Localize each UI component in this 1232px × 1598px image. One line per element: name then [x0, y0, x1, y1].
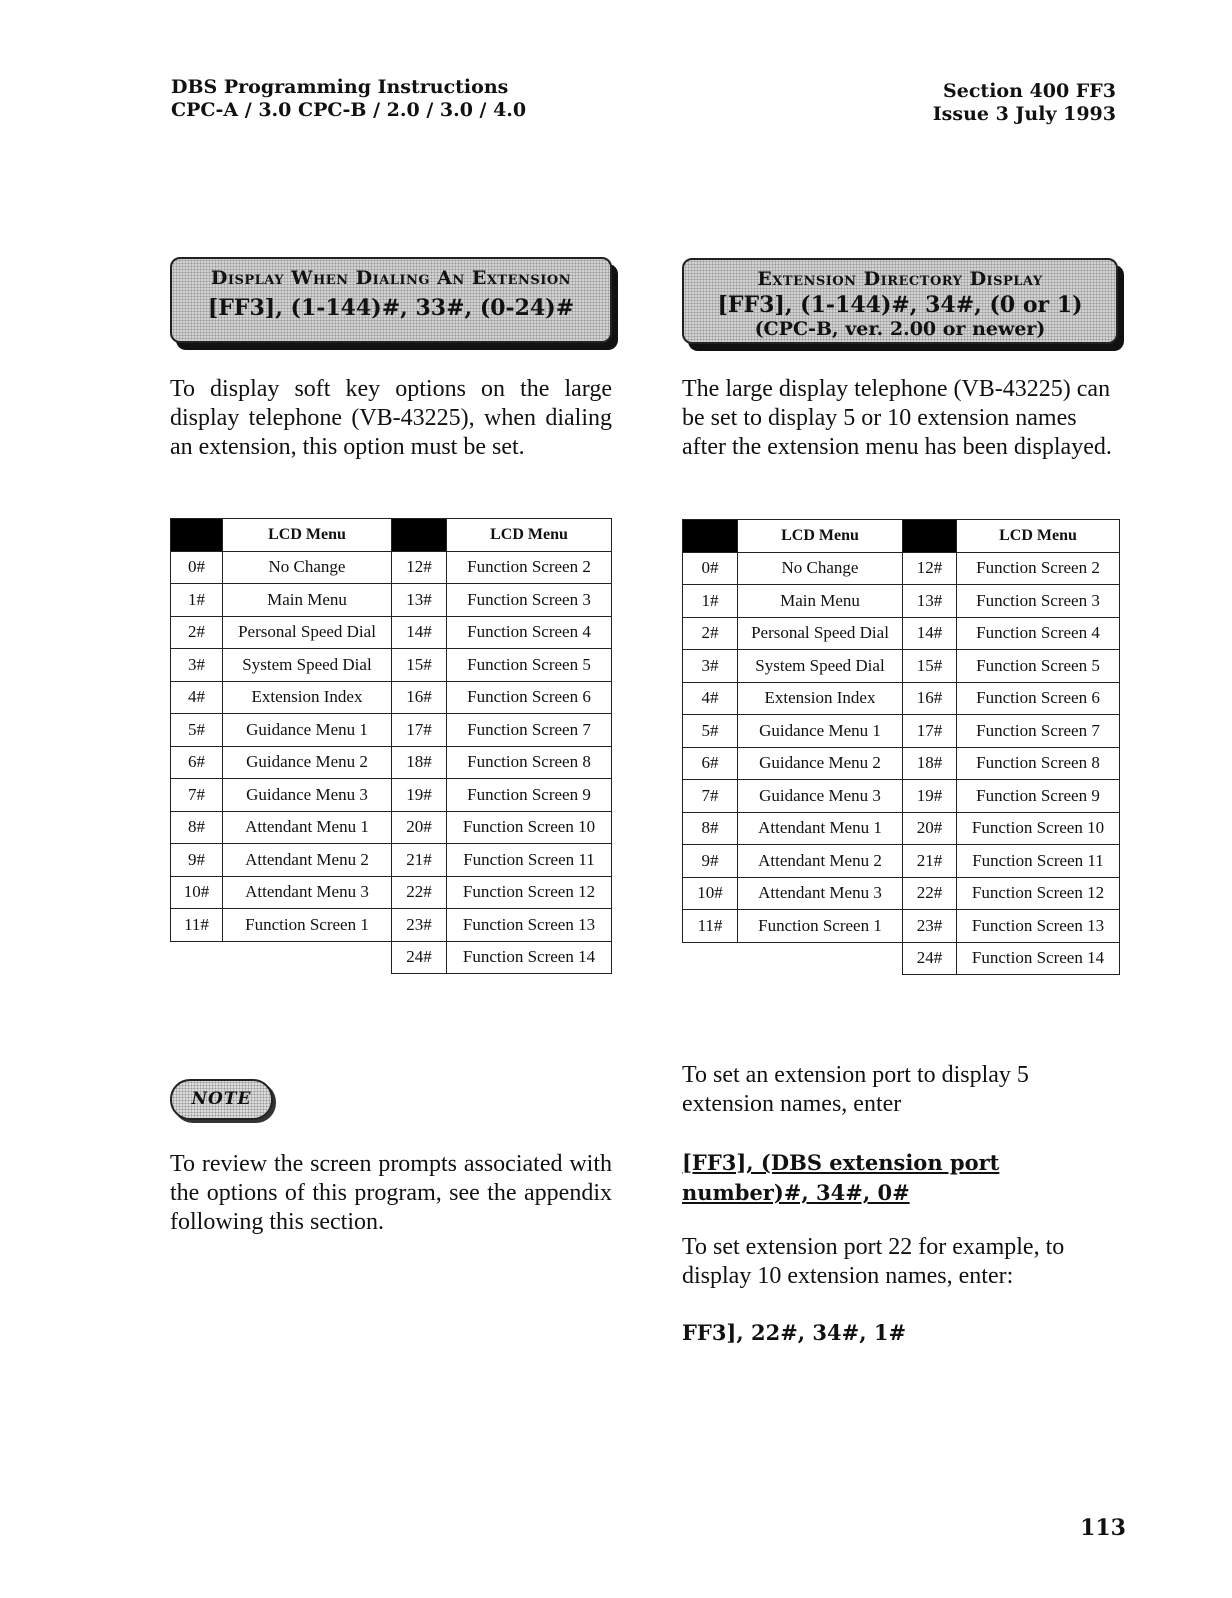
option-label: Function Screen 1 — [223, 909, 392, 942]
issue-date: Issue 3 July 1993 — [932, 103, 1116, 125]
option-label: Personal Speed Dial — [223, 616, 392, 649]
option-label: Function Screen 7 — [957, 715, 1120, 748]
table-row — [171, 941, 612, 974]
option-code: 3# — [683, 650, 738, 683]
option-code: 1# — [171, 584, 223, 617]
option-label: Function Screen 3 — [447, 584, 612, 617]
option-code: 10# — [171, 876, 223, 909]
option-label: Function Screen 14 — [447, 941, 612, 974]
table-row — [171, 876, 612, 909]
option-label: Function Screen 5 — [447, 649, 612, 682]
column-header: LCD Menu — [447, 519, 612, 552]
table-row — [683, 682, 1120, 715]
header-right — [933, 80, 1116, 126]
section-label: Section 400 FF3 — [943, 80, 1116, 102]
option-code: 2# — [171, 616, 223, 649]
table-row — [171, 746, 612, 779]
option-code: 0# — [683, 552, 738, 585]
option-code: 19# — [392, 779, 447, 812]
option-code: 3# — [171, 649, 223, 682]
empty-cell — [683, 942, 738, 975]
header-blank-cell — [171, 519, 223, 552]
option-label: Function Screen 12 — [957, 877, 1120, 910]
option-code: 21# — [392, 844, 447, 877]
option-label: Function Screen 10 — [957, 812, 1120, 845]
option-label: Main Menu — [738, 585, 903, 618]
banner-command: [FF3], (1-144)#, 33#, (0-24)# — [207, 295, 575, 321]
table-row — [171, 714, 612, 747]
banner-title: Extension Directory Display — [757, 268, 1043, 290]
banner-version-note: (CPC-B, ver. 2.00 or newer) — [754, 318, 1046, 340]
option-label: Guidance Menu 1 — [223, 714, 392, 747]
option-label: System Speed Dial — [738, 650, 903, 683]
lcd-menu-table-right — [682, 519, 1120, 975]
option-code: 5# — [171, 714, 223, 747]
option-label: Guidance Menu 1 — [738, 715, 903, 748]
option-code: 0# — [171, 551, 223, 584]
option-label: Function Screen 2 — [447, 551, 612, 584]
option-code: 12# — [392, 551, 447, 584]
left-intro-text: To display soft key options on the large display telephone (VB-43225), when dialing an extension, this option must be set. — [170, 376, 612, 460]
option-label: Function Screen 5 — [957, 650, 1120, 683]
option-label: Attendant Menu 1 — [223, 811, 392, 844]
option-label: Attendant Menu 1 — [738, 812, 903, 845]
option-code: 7# — [171, 779, 223, 812]
option-label: Guidance Menu 3 — [223, 779, 392, 812]
table-row — [171, 844, 612, 877]
header-left — [171, 76, 526, 122]
option-code: 13# — [903, 585, 957, 618]
table-row — [171, 811, 612, 844]
header-blank-cell — [392, 519, 447, 552]
table-row — [683, 942, 1120, 975]
option-label: Function Screen 9 — [957, 780, 1120, 813]
table-header-row — [683, 520, 1120, 553]
note-badge: NOTE — [170, 1079, 273, 1120]
option-code: 13# — [392, 584, 447, 617]
option-code: 6# — [171, 746, 223, 779]
option-code: 17# — [392, 714, 447, 747]
empty-cell — [738, 942, 903, 975]
option-label: Function Screen 9 — [447, 779, 612, 812]
header-blank-cell — [683, 520, 738, 553]
option-code: 21# — [903, 845, 957, 878]
option-code: 20# — [903, 812, 957, 845]
command-five-names: [FF3], (DBS extension port number)#, 34#, 0# — [682, 1150, 1000, 1205]
option-code: 9# — [683, 845, 738, 878]
option-label: Function Screen 13 — [957, 910, 1120, 943]
option-label: Extension Index — [223, 681, 392, 714]
option-code: 22# — [903, 877, 957, 910]
table-row — [683, 812, 1120, 845]
column-header: LCD Menu — [957, 520, 1120, 553]
table-row — [683, 715, 1120, 748]
instruction-five-names: To set an extension port to display 5 extension names, enter — [682, 1062, 1029, 1117]
option-code: 4# — [171, 681, 223, 714]
column-header: LCD Menu — [738, 520, 903, 553]
table-row — [171, 616, 612, 649]
option-code: 18# — [392, 746, 447, 779]
option-code: 18# — [903, 747, 957, 780]
option-code: 9# — [171, 844, 223, 877]
table-row — [683, 780, 1120, 813]
option-label: Function Screen 7 — [447, 714, 612, 747]
table-header-row — [171, 519, 612, 552]
option-label: Function Screen 6 — [957, 682, 1120, 715]
banner-command: [FF3], (1-144)#, 34#, (0 or 1) — [717, 292, 1083, 318]
option-code: 19# — [903, 780, 957, 813]
table-row — [683, 585, 1120, 618]
option-label: No Change — [738, 552, 903, 585]
command-ten-names: FF3], 22#, 34#, 1# — [682, 1320, 907, 1345]
option-code: 6# — [683, 747, 738, 780]
option-code: 8# — [171, 811, 223, 844]
option-label: Function Screen 4 — [957, 617, 1120, 650]
option-code: 8# — [683, 812, 738, 845]
option-code: 17# — [903, 715, 957, 748]
column-header: LCD Menu — [223, 519, 392, 552]
option-code: 11# — [171, 909, 223, 942]
option-label: Guidance Menu 2 — [738, 747, 903, 780]
lcd-menu-table-left — [170, 518, 612, 974]
option-code: 16# — [903, 682, 957, 715]
page-number: 113 — [1080, 1515, 1126, 1541]
option-label: Attendant Menu 2 — [738, 845, 903, 878]
header-blank-cell — [903, 520, 957, 553]
banner-extension-directory — [682, 258, 1118, 344]
option-code: 23# — [903, 910, 957, 943]
option-label: System Speed Dial — [223, 649, 392, 682]
option-code: 24# — [392, 941, 447, 974]
option-label: Function Screen 2 — [957, 552, 1120, 585]
table-row — [171, 779, 612, 812]
option-label: Guidance Menu 2 — [223, 746, 392, 779]
table-row — [171, 649, 612, 682]
option-code: 10# — [683, 877, 738, 910]
option-code: 4# — [683, 682, 738, 715]
option-code: 7# — [683, 780, 738, 813]
empty-cell — [171, 941, 223, 974]
option-label: Attendant Menu 3 — [223, 876, 392, 909]
option-label: Function Screen 14 — [957, 942, 1120, 975]
table-row — [683, 552, 1120, 585]
table-row — [683, 910, 1120, 943]
option-label: Function Screen 10 — [447, 811, 612, 844]
table-row — [171, 584, 612, 617]
option-code: 1# — [683, 585, 738, 618]
note-text: To review the screen prompts associated with the options of this program, see the appendix following this section. — [170, 1151, 612, 1235]
option-code: 2# — [683, 617, 738, 650]
table-row — [683, 617, 1120, 650]
table-row — [171, 551, 612, 584]
table-row — [171, 909, 612, 942]
table-row — [683, 650, 1120, 683]
table-row — [683, 877, 1120, 910]
option-code: 15# — [903, 650, 957, 683]
option-label: Personal Speed Dial — [738, 617, 903, 650]
table-row — [683, 845, 1120, 878]
option-label: Function Screen 4 — [447, 616, 612, 649]
banner-title: Display When Dialing An Extension — [210, 267, 572, 289]
instruction-ten-names: To set extension port 22 for example, to display 10 extension names, enter: — [682, 1234, 1065, 1289]
option-code: 14# — [392, 616, 447, 649]
option-code: 23# — [392, 909, 447, 942]
option-label: Function Screen 11 — [957, 845, 1120, 878]
option-code: 11# — [683, 910, 738, 943]
option-label: No Change — [223, 551, 392, 584]
option-label: Function Screen 8 — [447, 746, 612, 779]
doc-versions: CPC-A / 3.0 CPC-B / 2.0 / 3.0 / 4.0 — [171, 99, 527, 121]
option-code: 22# — [392, 876, 447, 909]
banner-display-when-dialing — [170, 257, 612, 343]
option-code: 20# — [392, 811, 447, 844]
option-label: Attendant Menu 2 — [223, 844, 392, 877]
option-label: Function Screen 6 — [447, 681, 612, 714]
option-code: 14# — [903, 617, 957, 650]
option-label: Function Screen 13 — [447, 909, 612, 942]
option-label: Function Screen 3 — [957, 585, 1120, 618]
empty-cell — [223, 941, 392, 974]
option-code: 15# — [392, 649, 447, 682]
table-row — [683, 747, 1120, 780]
option-code: 16# — [392, 681, 447, 714]
doc-title: DBS Programming Instructions — [171, 76, 509, 98]
option-code: 24# — [903, 942, 957, 975]
option-label: Attendant Menu 3 — [738, 877, 903, 910]
option-label: Function Screen 1 — [738, 910, 903, 943]
right-intro-text: The large display telephone (VB-43225) can be set to display 5 or 10 extension names after the extension menu has been displayed. — [682, 376, 1112, 460]
option-code: 5# — [683, 715, 738, 748]
option-label: Guidance Menu 3 — [738, 780, 903, 813]
option-label: Function Screen 11 — [447, 844, 612, 877]
option-label: Function Screen 8 — [957, 747, 1120, 780]
option-code: 12# — [903, 552, 957, 585]
option-label: Main Menu — [223, 584, 392, 617]
table-row — [171, 681, 612, 714]
option-label: Function Screen 12 — [447, 876, 612, 909]
option-label: Extension Index — [738, 682, 903, 715]
